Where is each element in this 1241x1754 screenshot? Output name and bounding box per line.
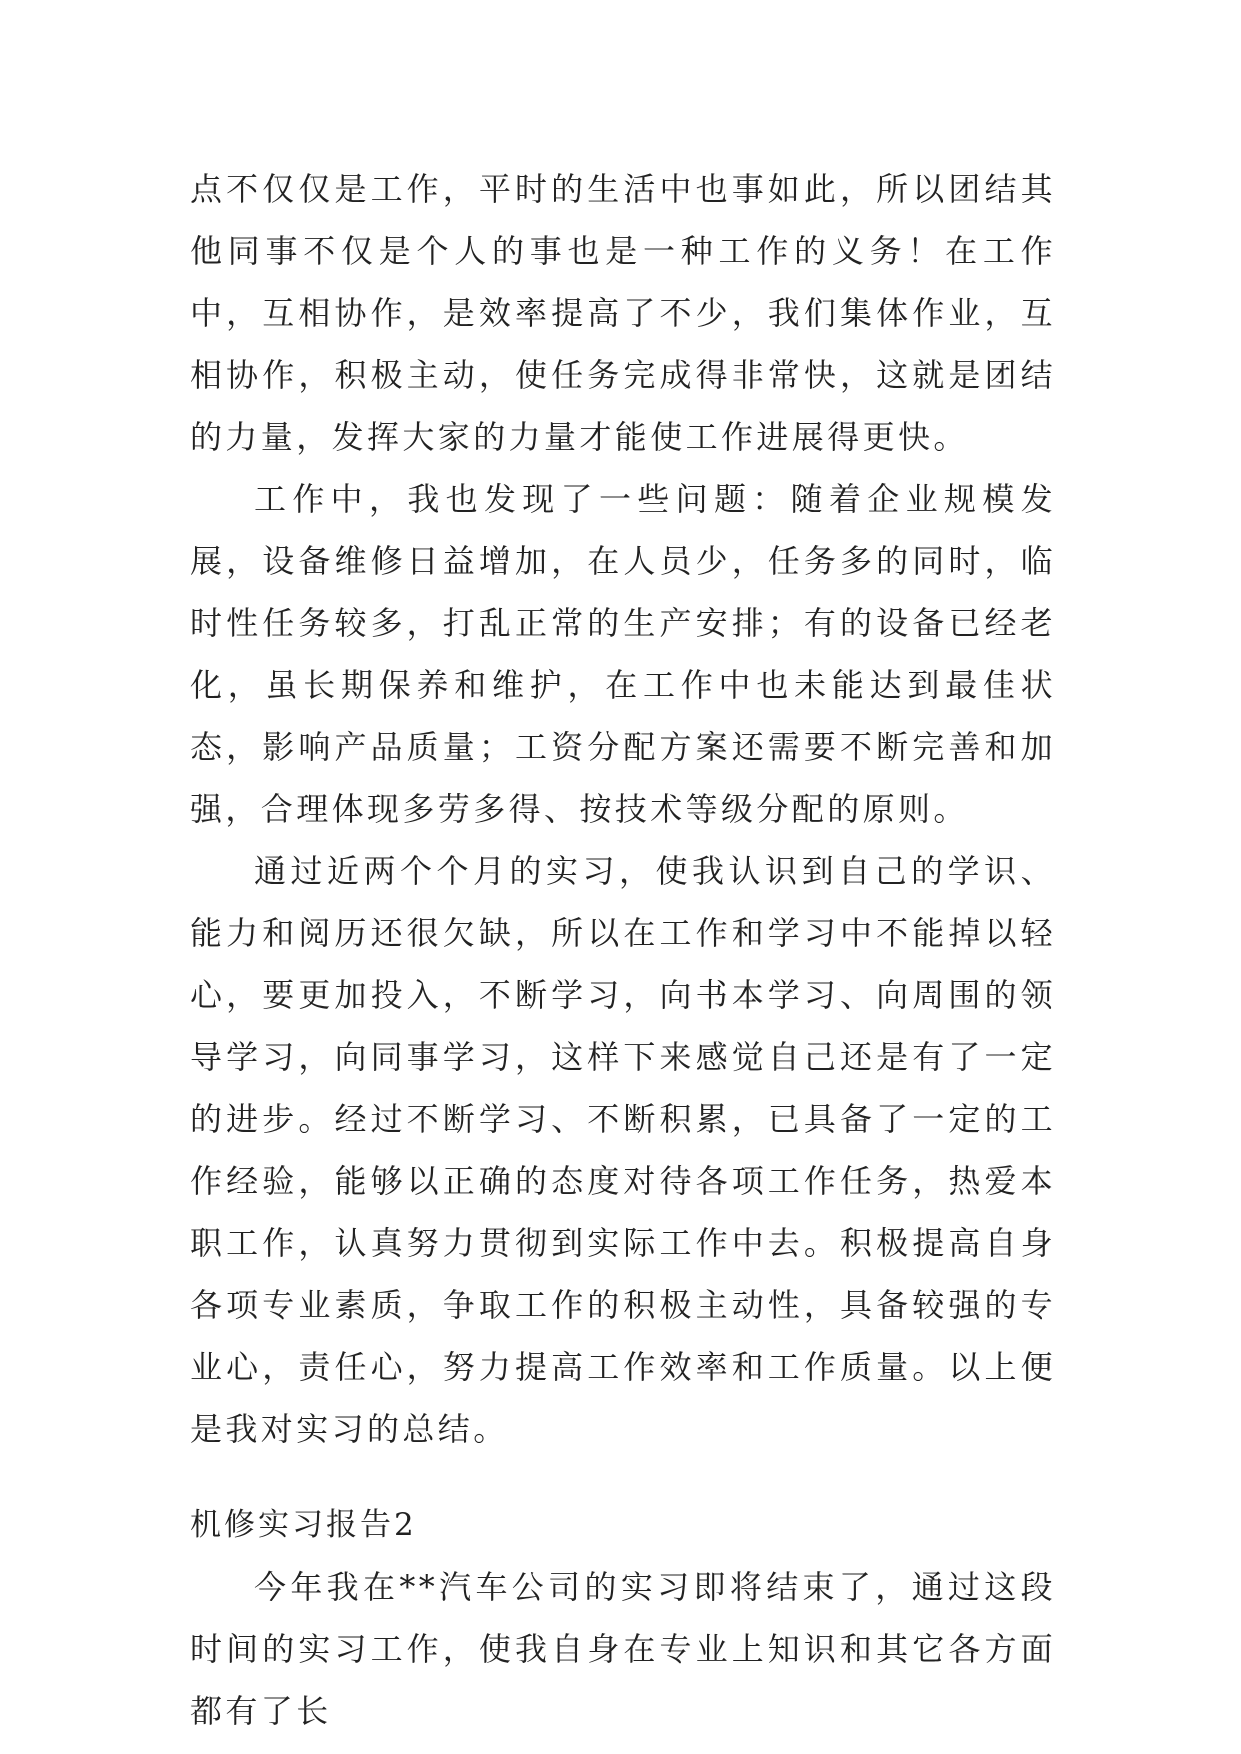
paragraph-problems: 工作中，我也发现了一些问题：随着企业规模发展，设备维修日益增加，在人员少，任务多的同时，临时性任务较多，打乱正常的生产安排；有的设备已经老化，虽长期保养和维护，在工作中也未能达到最佳状态，影响产品质量；工资分配方案还需要不断完善和加强，合理体现多劳多得、按技术等级分配的原则。 — [190, 480, 1056, 828]
paragraph-report-2-intro: 今年我在**汽车公司的实习即将结束了，通过这段时间的实习工作，使我自身在专业上知识和其它各方面都有了长 — [190, 1568, 1056, 1730]
paragraph-summary: 通过近两个个月的实习，使我认识到自己的学识、能力和阅历还很欠缺，所以在工作和学习中不能掉以轻心，要更加投入，不断学习，向书本学习、向周围的领导学习，向同事学习，这样下来感觉自己还是有了一定的进步。经过不断学习、不断积累，已具备了一定的工作经验，能够以正确的态度对待各项工作任务，热爱本职工作，认真努力贯彻到实际工作中去。积极提高自身各项专业素质，争取工作的积极主动性，具备较强的专业心，责任心，努力提高工作效率和工作质量。以上便是我对实习的总结。 — [190, 852, 1056, 1448]
document-body — [190, 158, 1056, 1742]
section-title: 机修实习报告2 — [190, 1507, 417, 1543]
paragraph-continuation: 点不仅仅是工作，平时的生活中也事如此，所以团结其他同事不仅是个人的事也是一种工作的义务！在工作中，互相协作，是效率提高了不少，我们集体作业，互相协作，积极主动，使任务完成得非常快，这就是团结的力量，发挥大家的力量才能使工作进展得更快。 — [190, 170, 1056, 456]
